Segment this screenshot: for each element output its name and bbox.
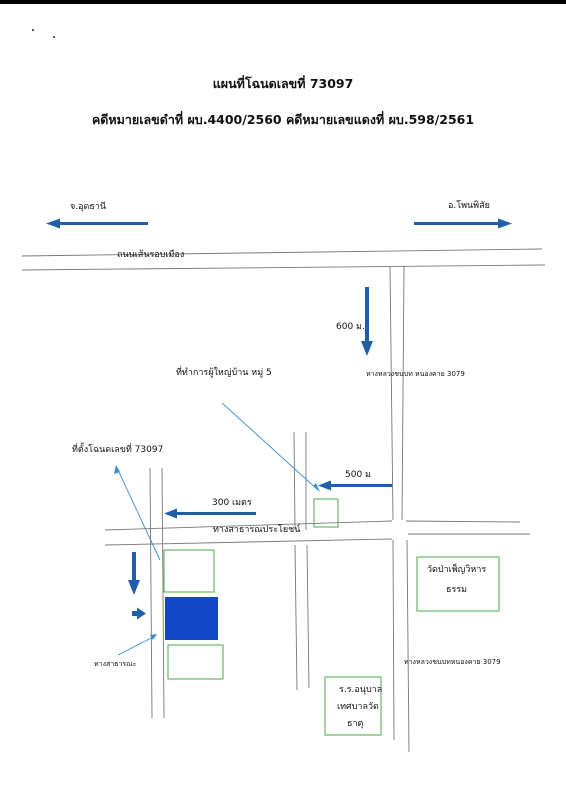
direction-west-label: จ.อุดธานี: [70, 202, 107, 212]
highway-edge-right: [402, 266, 404, 520]
main-road-edge-bottom: [22, 265, 545, 270]
arrow-left-500: [318, 481, 392, 491]
side-road-lower-left: [295, 545, 297, 690]
arrow-east: [414, 219, 512, 229]
temple-label-line1: วัดป่าเพ็ญวิหาร: [427, 565, 487, 575]
public-path-edge-left: [150, 468, 152, 718]
distance-600-label: 600 ม.: [336, 322, 365, 332]
map-title: แผนที่โฉนดเลขที่ 73097: [212, 76, 354, 91]
highway-3079-top-label: ทางหลวงชนบท หนองคาย 3079: [366, 370, 465, 378]
public-path-edge-right: [162, 468, 164, 718]
arrow-right-small: [132, 608, 146, 620]
distance-500-label: 500 ม: [345, 470, 371, 480]
land-location-label: ที่ตั้งโฉนดเลขที่ 73097: [72, 445, 164, 455]
highway-3079-bottom-label: ทางหลวงชนบทหนองคาย 3079: [404, 658, 501, 666]
arrow-left-300: [164, 509, 256, 519]
highway-edge-left-lower: [393, 540, 394, 740]
public-road-east-top: [406, 521, 520, 522]
public-path-label: ทางสาธารณะ: [94, 660, 137, 668]
arrow-down-path: [128, 552, 140, 595]
direction-east-label: อ.โพนพิสัย: [448, 201, 490, 211]
school-label-line3: ธาตุ: [347, 719, 364, 729]
main-road-label: ถนนเส้นรอบเมือง: [117, 250, 185, 260]
side-road-edge-left: [294, 432, 295, 530]
distance-300-label: 300 เมตร: [212, 498, 252, 508]
temple-label-line2: ธรรม: [446, 585, 468, 595]
highway-edge-right-lower: [407, 540, 409, 752]
headman-office-label: ที่ทำการผู้ใหญ่บ้าน หมู่ 5: [176, 368, 272, 378]
land-plot-73097: [165, 597, 218, 640]
main-road-edge-top: [22, 249, 542, 256]
highway-edge-left: [390, 266, 393, 520]
plot-north: [164, 550, 214, 592]
school-label-line1: ร.ร.อนุบาล: [339, 685, 383, 695]
arrow-west: [46, 219, 148, 229]
public-road-edge-bottom: [105, 539, 392, 545]
plot-south: [168, 645, 223, 679]
pointer-path: [118, 636, 155, 655]
school-label-line2: เทศบาลวัด: [337, 702, 379, 712]
case-numbers: คดีหมายเลขดำที่ ผบ.4400/2560 คดีหมายเลขแดงที่ ผบ.598/2561: [91, 112, 475, 127]
public-road-label: ทางสาธารณประโยชน์: [213, 525, 301, 535]
pointer-headman: [222, 403, 318, 490]
pointer-land: [118, 470, 160, 560]
side-road-lower-right: [307, 545, 309, 688]
